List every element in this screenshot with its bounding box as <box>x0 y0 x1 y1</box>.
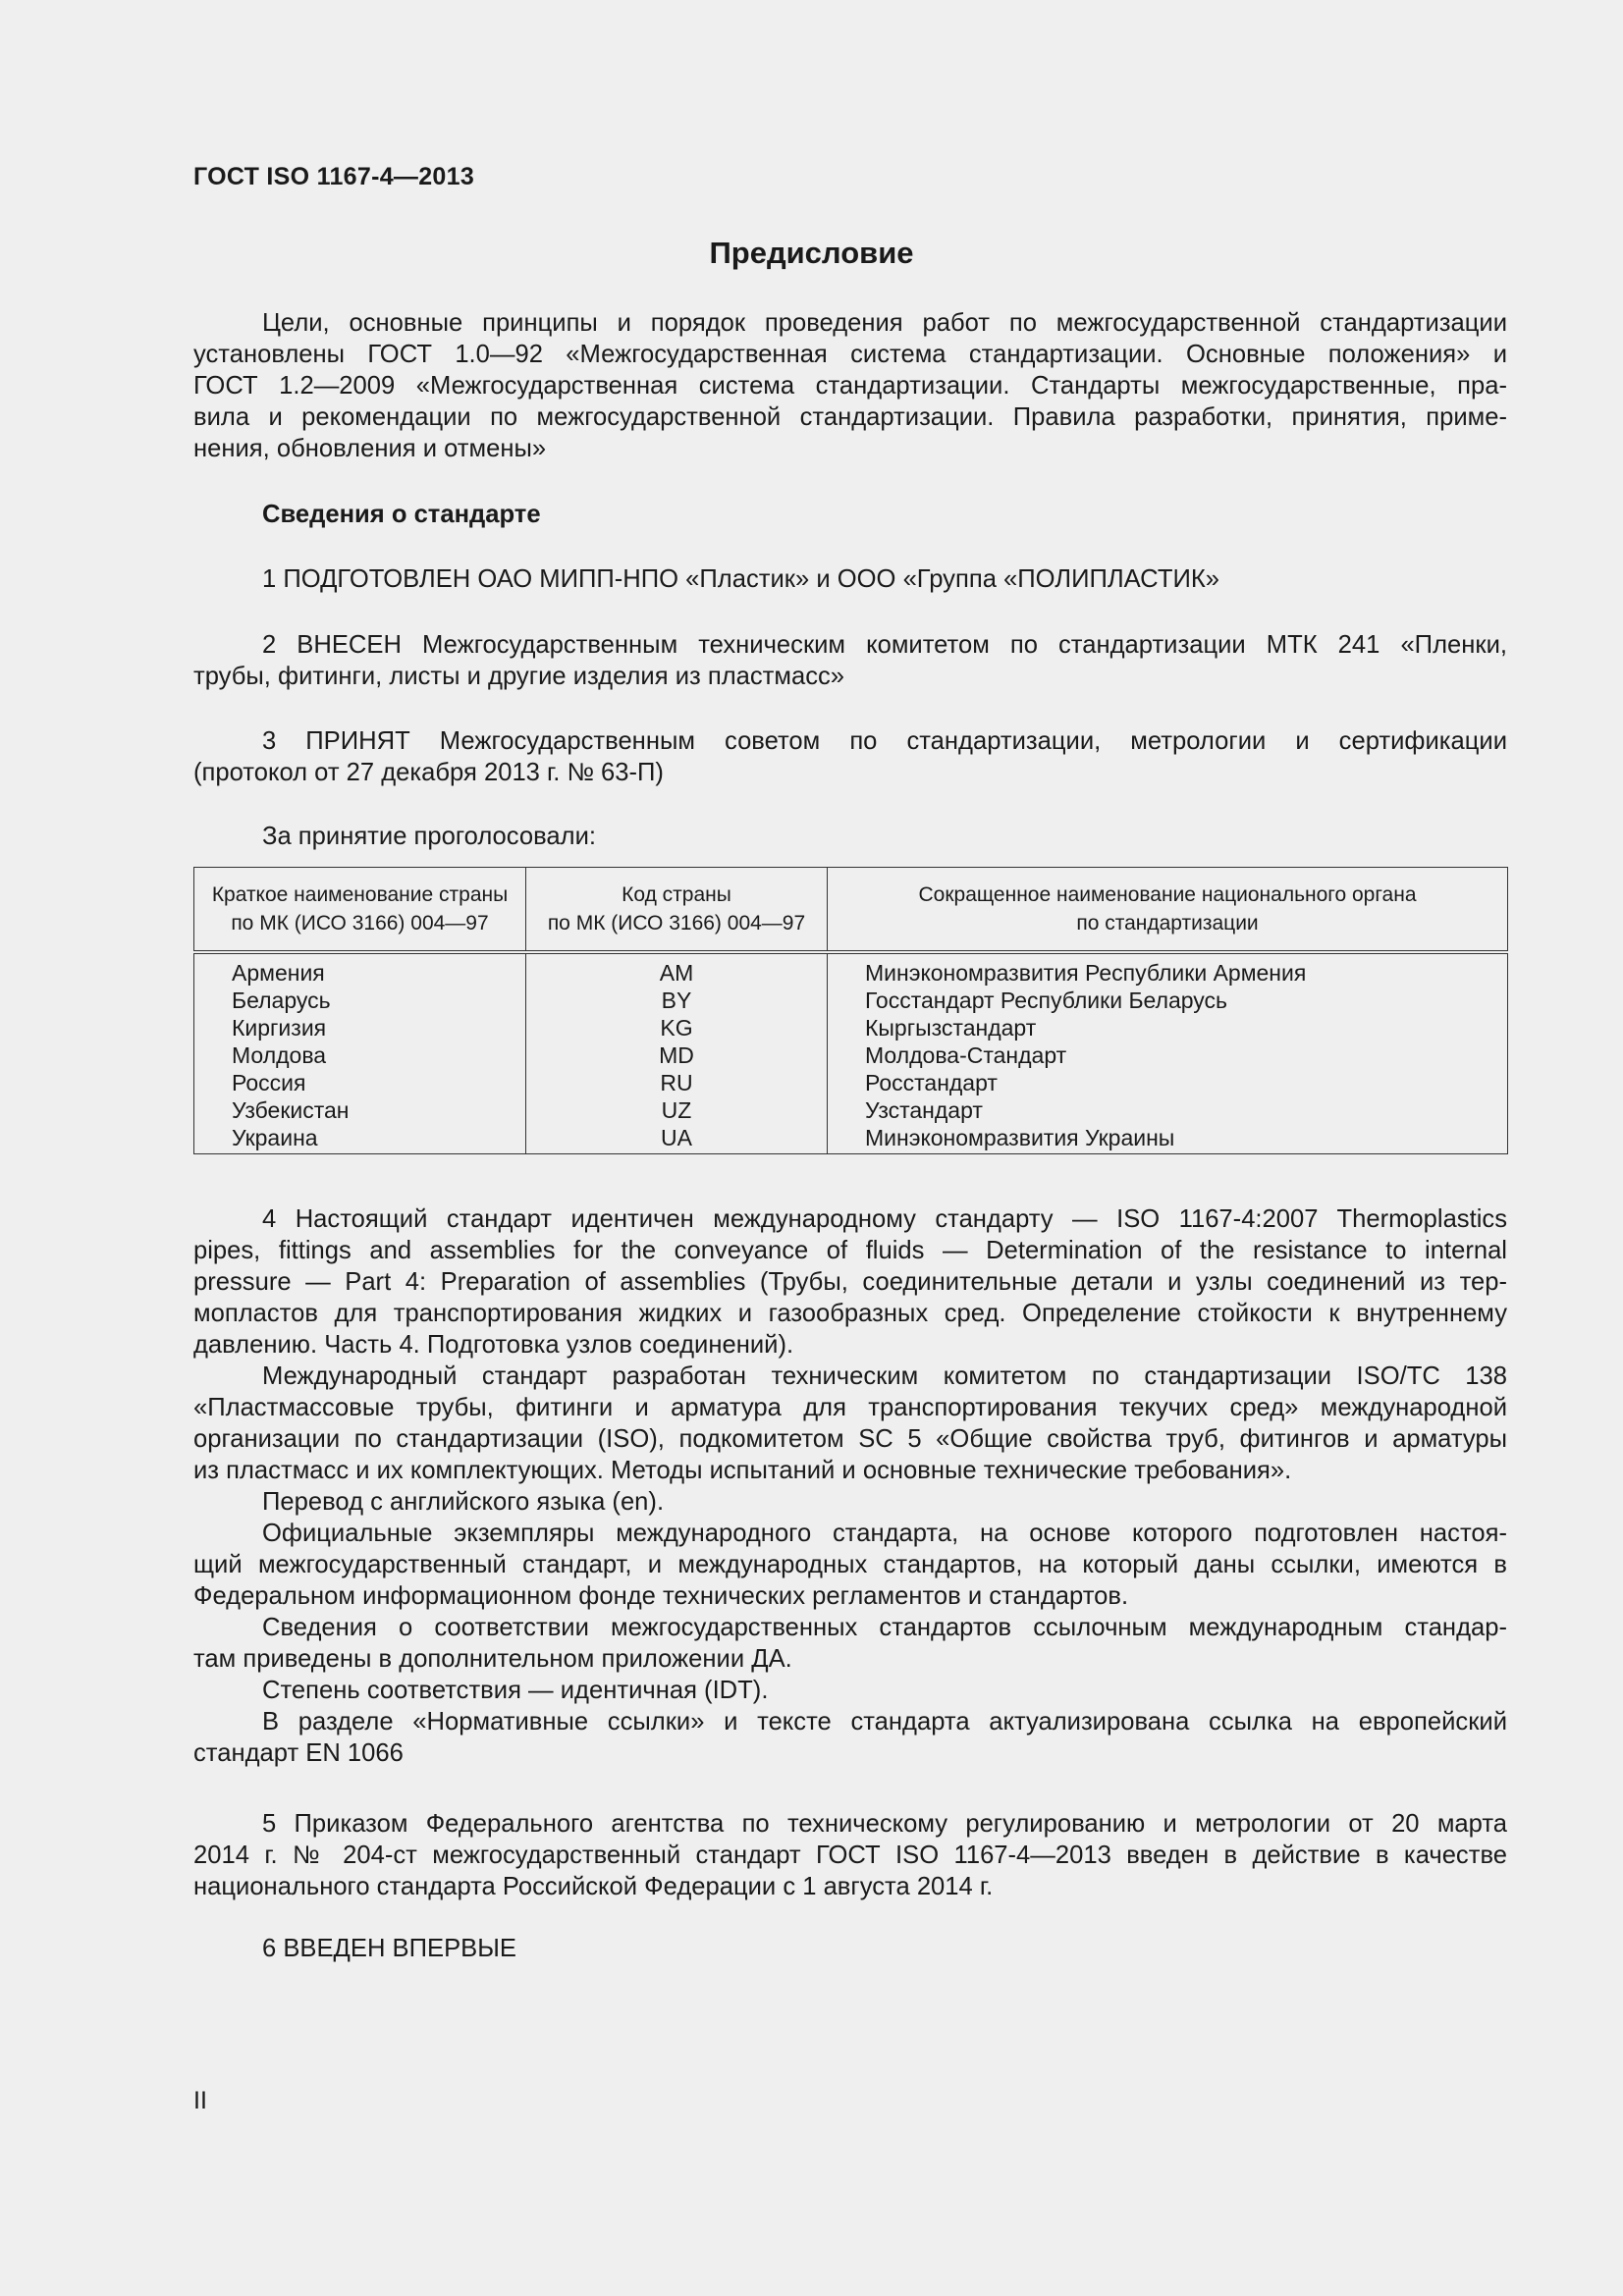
item-4-line: pressure — Part 4: Preparation of assemblies (Трубы, соединительные детали и узлы соединений из тер- <box>193 1268 1507 1296</box>
country-name: Киргизия <box>194 1014 526 1041</box>
table-row <box>194 1096 1508 1124</box>
item-3 <box>193 725 1507 788</box>
item-2-line: 2 ВНЕСЕН Межгосударственным техническим комитетом по стандартизации МТК 241 «Пленки, <box>262 631 1507 659</box>
intro-line: ГОСТ 1.2—2009 «Межгосударственная система стандартизации. Стандарты межгосударственные, пра- <box>193 372 1507 400</box>
item-4-line: из пластмасс и их комплектующих. Методы испытаний и основные технические требования». <box>193 1457 1292 1484</box>
page-number: II <box>193 2087 207 2114</box>
country-name: Армения <box>194 952 526 987</box>
item-4-line: Степень соответствия — идентичная (IDT). <box>262 1677 769 1704</box>
intro-paragraph <box>193 307 1507 464</box>
voted-label: За принятие проголосовали: <box>262 823 596 850</box>
table-row <box>194 1069 1508 1096</box>
item-4-line: Международный стандарт разработан техническим комитетом по стандартизации ISO/TC 138 <box>262 1362 1507 1390</box>
item-2-line: трубы, фитинги, листы и другие изделия из пластмасс» <box>193 663 845 690</box>
table-row <box>194 952 1508 987</box>
intro-line: установлены ГОСТ 1.0—92 «Межгосударственная система стандартизации. Основные положения» и <box>193 341 1507 368</box>
header-standards-body <box>828 868 1508 953</box>
item-4-line: мопластов для транспортирования жидких и газообразных сред. Определение стойкости к внутреннему <box>193 1300 1507 1327</box>
header-country-code <box>526 868 828 953</box>
table-row <box>194 1014 1508 1041</box>
country-name: Беларусь <box>194 987 526 1014</box>
header-line: по МК (ИСО 3166) 004—97 <box>547 912 806 934</box>
header-line: Краткое наименование страны <box>211 883 509 906</box>
header-line: по стандартизации <box>1076 912 1259 934</box>
item-3-line: (протокол от 27 декабря 2013 г. № 63-П) <box>193 759 664 786</box>
item-4-line: В разделе «Нормативные ссылки» и тексте стандарта актуализирована ссылка на европейский <box>262 1708 1507 1735</box>
item-5 <box>193 1808 1507 1902</box>
item-5-line: 5 Приказом Федерального агентства по техническому регулированию и метрологии от 20 марта <box>262 1810 1507 1838</box>
item-4 <box>193 1203 1507 1769</box>
country-code: UA <box>526 1124 828 1154</box>
intro-line: Цели, основные принципы и порядок проведения работ по межгосударственной стандартизации <box>262 309 1507 337</box>
header-line: Сокращенное наименование национального органа <box>918 883 1417 906</box>
standards-body: Минэкономразвития Украины <box>828 1124 1508 1154</box>
page-title: Предисловие <box>709 236 914 270</box>
standards-body: Молдова-Стандарт <box>828 1041 1508 1069</box>
voting-countries-table <box>193 867 1508 1154</box>
country-name: Узбекистан <box>194 1096 526 1124</box>
item-4-line: Перевод с английского языка (en). <box>262 1488 665 1516</box>
country-name: Молдова <box>194 1041 526 1069</box>
item-4-line: там приведены в дополнительном приложении ДА. <box>193 1645 792 1673</box>
standards-body: Кыргызстандарт <box>828 1014 1508 1041</box>
country-code: RU <box>526 1069 828 1096</box>
standards-body: Минэкономразвития Республики Армения <box>828 952 1508 987</box>
intro-line: нения, обновления и отмены» <box>193 435 547 462</box>
item-4-line: Официальные экземпляры международного стандарта, на основе которого подготовлен настоя- <box>262 1520 1507 1547</box>
table-row <box>194 1041 1508 1069</box>
country-code: UZ <box>526 1096 828 1124</box>
item-4-line: «Пластмассовые трубы, фитинги и арматура для транспортирования текучих сред» международной <box>193 1394 1507 1421</box>
item-6: 6 ВВЕДЕН ВПЕРВЫЕ <box>262 1935 516 1962</box>
item-4-line: организации по стандартизации (ISO), подкомитетом SC 5 «Общие свойства труб, фитингов и арматуры <box>193 1425 1507 1453</box>
item-3-line: 3 ПРИНЯТ Межгосударственным советом по стандартизации, метрологии и сертификации <box>262 727 1507 755</box>
standards-body: Госстандарт Республики Беларусь <box>828 987 1508 1014</box>
item-4-line: 4 Настоящий стандарт идентичен международному стандарту — ISO 1167-4:2007 Thermoplastics <box>262 1205 1507 1233</box>
item-2 <box>193 629 1507 692</box>
section-heading: Сведения о стандарте <box>262 501 541 528</box>
country-code: KG <box>526 1014 828 1041</box>
item-4-line: стандарт EN 1066 <box>193 1739 404 1767</box>
table-row <box>194 987 1508 1014</box>
item-5-line: национального стандарта Российской Федерации с 1 августа 2014 г. <box>193 1873 994 1900</box>
item-4-line: щий межгосударственный стандарт, и международных стандартов, на который даны ссылки, имеются в <box>193 1551 1507 1578</box>
country-name: Украина <box>194 1124 526 1154</box>
country-code: MD <box>526 1041 828 1069</box>
header-line: по МК (ИСО 3166) 004—97 <box>231 912 489 934</box>
intro-line: вила и рекомендации по межгосударственной стандартизации. Правила разработки, принятия, приме- <box>193 403 1507 431</box>
standards-body: Узстандарт <box>828 1096 1508 1124</box>
country-code: BY <box>526 987 828 1014</box>
item-4-line: Сведения о соответствии межгосударственных стандартов ссылочным международным стандар- <box>262 1614 1507 1641</box>
standards-body: Росстандарт <box>828 1069 1508 1096</box>
item-4-line: pipes, fittings and assemblies for the conveyance of fluids — Determination of the resistance to internal <box>193 1237 1507 1264</box>
item-1: 1 ПОДГОТОВЛЕН ОАО МИПП-НПО «Пластик» и ООО «Группа «ПОЛИПЛАСТИК» <box>262 565 1219 593</box>
table-header-row <box>194 868 1508 953</box>
country-code: AM <box>526 952 828 987</box>
document-designation: ГОСТ ISO 1167-4—2013 <box>193 163 475 190</box>
item-4-line: Федеральном информационном фонде технических регламентов и стандартов. <box>193 1582 1129 1610</box>
item-4-line: давлению. Часть 4. Подготовка узлов соединений). <box>193 1331 794 1359</box>
header-line: Код страны <box>622 883 731 906</box>
table-row <box>194 1124 1508 1154</box>
country-name: Россия <box>194 1069 526 1096</box>
header-country-name <box>194 868 526 953</box>
item-5-line: 2014 г. № 204-ст межгосударственный стандарт ГОСТ ISO 1167-4—2013 введен в действие в качестве <box>193 1842 1507 1869</box>
